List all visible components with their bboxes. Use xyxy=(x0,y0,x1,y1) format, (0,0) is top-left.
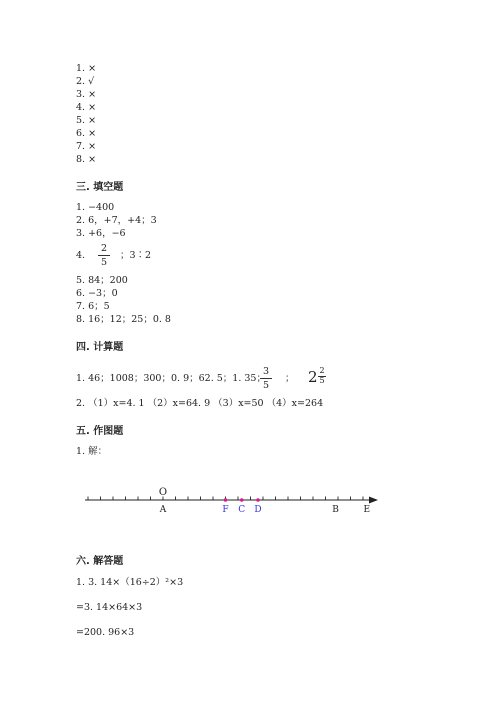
fill-item-6: 6. −3；0 xyxy=(76,288,118,299)
judge-item-8: 8. × xyxy=(76,154,97,165)
point-label-b: B xyxy=(332,505,339,515)
point-marker-c xyxy=(240,498,244,502)
fraction-bar xyxy=(98,255,110,256)
point-label-e: E xyxy=(363,505,371,515)
fill-item-5: 5. 84；200 xyxy=(76,275,128,286)
point-label-d: D xyxy=(254,505,262,515)
section6-title: 六. 解答题 xyxy=(76,556,124,567)
answer-line-1: 1. 3. 14×（16÷2）²×3 xyxy=(76,577,184,588)
fraction-denominator: 5 xyxy=(100,257,108,268)
fraction-numerator: 2 xyxy=(100,243,108,254)
calc-fraction xyxy=(260,366,272,391)
point-label-f: F xyxy=(222,505,229,515)
answer-line-3: =200. 96×3 xyxy=(76,627,135,638)
point-label-a: A xyxy=(159,505,167,515)
section4-title: 四. 计算题 xyxy=(76,342,124,353)
fill-item-4-fraction xyxy=(98,243,110,268)
fraction-denominator: 5 xyxy=(319,376,325,385)
fill-item-3: 3. +6，−6 xyxy=(76,228,126,239)
point-marker-d xyxy=(256,498,260,502)
judge-item-4: 4. × xyxy=(76,102,97,113)
fraction-numerator: 2 xyxy=(319,366,325,375)
number-line-point-labels xyxy=(159,505,370,515)
section3-title: 三. 填空题 xyxy=(76,182,124,193)
fill-item-4-prefix: 4. xyxy=(76,250,86,261)
fraction-numerator: 3 xyxy=(262,366,270,377)
fill-item-4-suffix: ；3∶2 xyxy=(120,250,152,261)
section5-title: 五. 作图题 xyxy=(76,426,124,437)
calc-separator: ； xyxy=(285,373,295,384)
fraction-denominator: 5 xyxy=(262,380,270,391)
point-label-c: C xyxy=(238,505,246,515)
judge-item-3: 3. × xyxy=(76,89,97,100)
answer-line-2: =3. 14×64×3 xyxy=(76,602,143,613)
number-line-arrow xyxy=(369,497,378,504)
origin-label: O xyxy=(158,487,168,498)
fill-item-2: 2. 6，+7，+4；3 xyxy=(76,215,157,226)
mixed-number-whole: 2 xyxy=(308,368,318,386)
mixed-number-fraction xyxy=(318,367,326,385)
fill-item-8: 8. 16；12；25；0. 8 xyxy=(76,314,171,325)
fill-item-1: 1. −400 xyxy=(76,202,115,213)
point-marker-f xyxy=(224,498,228,502)
judge-item-5: 5. × xyxy=(76,115,97,126)
judge-item-1: 1. × xyxy=(76,63,97,74)
fraction-bar xyxy=(260,378,272,379)
judge-item-2: 2. √ xyxy=(76,76,95,87)
number-line xyxy=(0,480,500,540)
calc-item-1: 1. 46；1008；300；0. 9；62. 5；1. 35； xyxy=(76,373,266,384)
judge-item-6: 6. × xyxy=(76,128,97,139)
judge-item-7: 7. × xyxy=(76,141,97,152)
calc-item-2: 2. （1）x=4. 1 （2）x=64. 9 （3）x=50 （4）x=264 xyxy=(76,398,324,409)
draw-item-1: 1. 解： xyxy=(76,446,108,457)
fill-item-7: 7. 6；5 xyxy=(76,301,110,312)
